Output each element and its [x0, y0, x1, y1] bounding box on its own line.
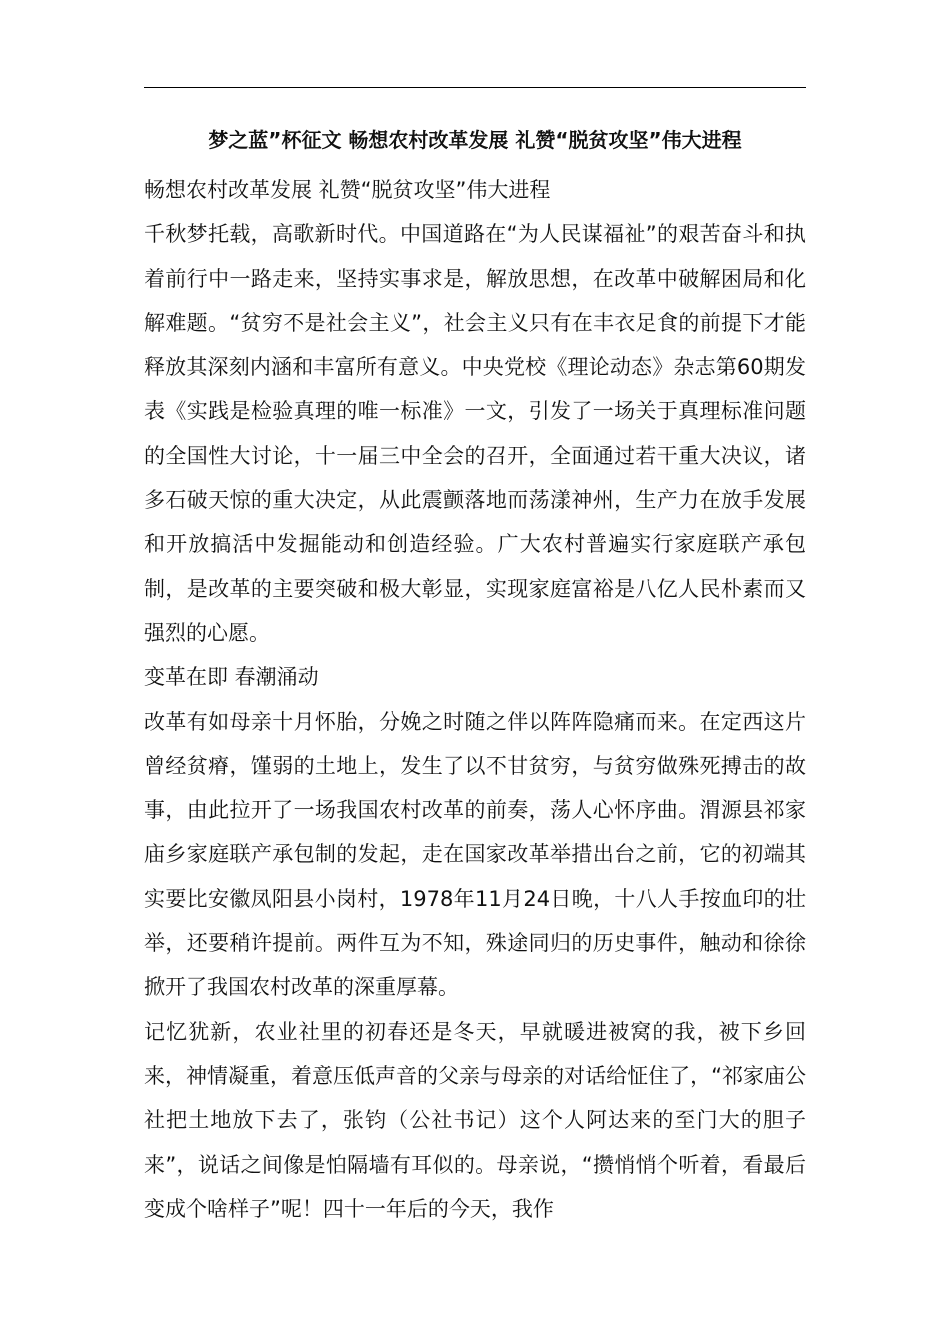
- document-body: [144, 168, 806, 1231]
- paragraph-memory: 记忆犹新，农业社里的初春还是冬天，早就暖进被窝的我，被下乡回来，神情凝重，着意压低声音的父亲与母亲的对话给怔住了，“祁家庙公社把土地放下去了，张钧（公社书记）这个人阿达来的至门大的胆子来”，说话之间像是怕隔墙有耳似的。母亲说，“攒悄悄个听着，看最后变成个啥样子”呢！四十一年后的今天，我作: [144, 1019, 806, 1221]
- document-subtitle: 畅想农村改革发展 礼赞“脱贫攻坚”伟大进程: [144, 178, 551, 202]
- section-heading: 变革在即 春潮涌动: [144, 665, 319, 690]
- document-title: 梦之蓝”杯征文 畅想农村改革发展 礼赞“脱贫攻坚”伟大进程: [208, 128, 742, 152]
- paragraph-reform: 改革有如母亲十月怀胎，分娩之时随之伴以阵阵隐痛而来。在定西这片曾经贫瘠，馑弱的土地上，发生了以不甘贫穷，与贫穷做殊死搏击的故事，由此拉开了一场我国农村改革的前奏，荡人心怀序曲。渭源县祁家庙乡家庭联产承包制的发起，走在国家改革举措出台之前，它的初端其实要比安徽凤阳县小岗村，1978年11月24日晚，十八人手按血印的壮举，还要稍许提前。两件互为不知，殊途同归的历史事件，触动和徐徐掀开了我国农村改革的深重厚幕。: [144, 709, 806, 1000]
- paragraph-intro: 千秋梦托载，高歌新时代。中国道路在“为人民谋福祉”的艰苦奋斗和执着前行中一路走来，坚持实事求是，解放思想，在改革中破解困局和化解难题。“贫穷不是社会主义”，社会主义只有在丰衣足食的前提下才能释放其深刻内涵和丰富所有意义。中央党校《理论动态》杂志第60期发表《实践是检验真理的唯一标准》一文，引发了一场关于真理标准问题的全国性大讨论，十一届三中全会的召开，全面通过若干重大决议，诸多石破天惊的重大决定，从此震颤落地而荡漾神州，生产力在放手发展和开放搞活中发掘能动和创造经验。广大农村普遍实行家庭联产承包制，是改革的主要突破和极大彰显，实现家庭富裕是八亿人民朴素而又强烈的心愿。: [144, 222, 806, 645]
- header-rule: [144, 87, 806, 88]
